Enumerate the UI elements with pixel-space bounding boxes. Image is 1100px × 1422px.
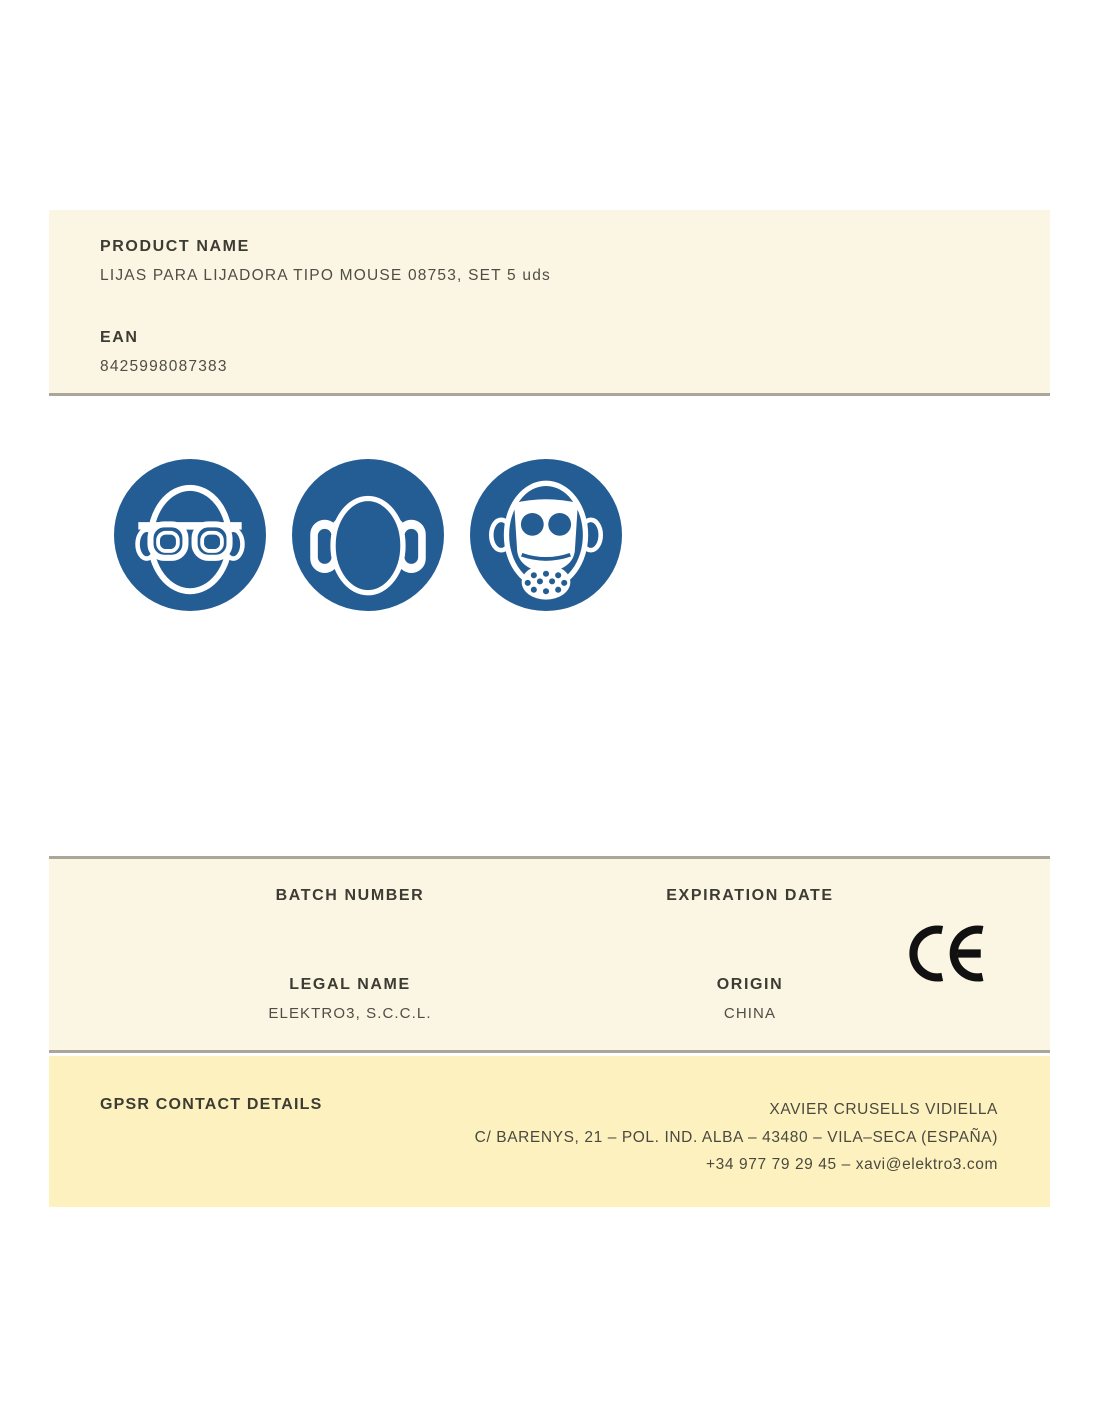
safety-pictograms-row xyxy=(114,459,622,611)
gpsr-contact-address: C/ BARENYS, 21 – POL. IND. ALBA – 43480 – VILA–SECA (ESPAÑA) xyxy=(474,1128,998,1146)
gpsr-contact-phone-email: +34 977 79 29 45 – xavi@elektro3.com xyxy=(706,1156,998,1173)
product-name-value: LIJAS PARA LIJADORA TIPO MOUSE 08753, SET 5 uds xyxy=(100,267,551,284)
gpsr-contact-details-label: GPSR CONTACT DETAILS xyxy=(100,1096,323,1113)
legal-name-label: LEGAL NAME xyxy=(289,976,411,993)
respiratory-protection-icon xyxy=(470,459,622,611)
gpsr-contact-name: XAVIER CRUSELLS VIDIELLA xyxy=(769,1101,998,1118)
gpsr-contact-block xyxy=(475,1096,998,1179)
batch-legal-panel xyxy=(49,856,1050,1053)
ean-value: 8425998087383 xyxy=(100,358,228,375)
ear-protection-icon xyxy=(292,459,444,611)
legal-name-value: ELEKTRO3, S.C.C.L. xyxy=(268,1005,432,1022)
origin-label: ORIGIN xyxy=(716,976,784,993)
gpsr-contact-panel xyxy=(49,1056,1050,1207)
eye-protection-icon xyxy=(114,459,266,611)
origin-value: CHINA xyxy=(723,1005,777,1022)
expiration-date-label: EXPIRATION DATE xyxy=(666,887,834,904)
ce-mark-icon xyxy=(907,922,989,990)
batch-number-label: BATCH NUMBER xyxy=(275,887,425,904)
product-info-panel xyxy=(49,210,1050,396)
ean-label: EAN xyxy=(100,329,139,346)
product-name-label: PRODUCT NAME xyxy=(100,238,250,255)
